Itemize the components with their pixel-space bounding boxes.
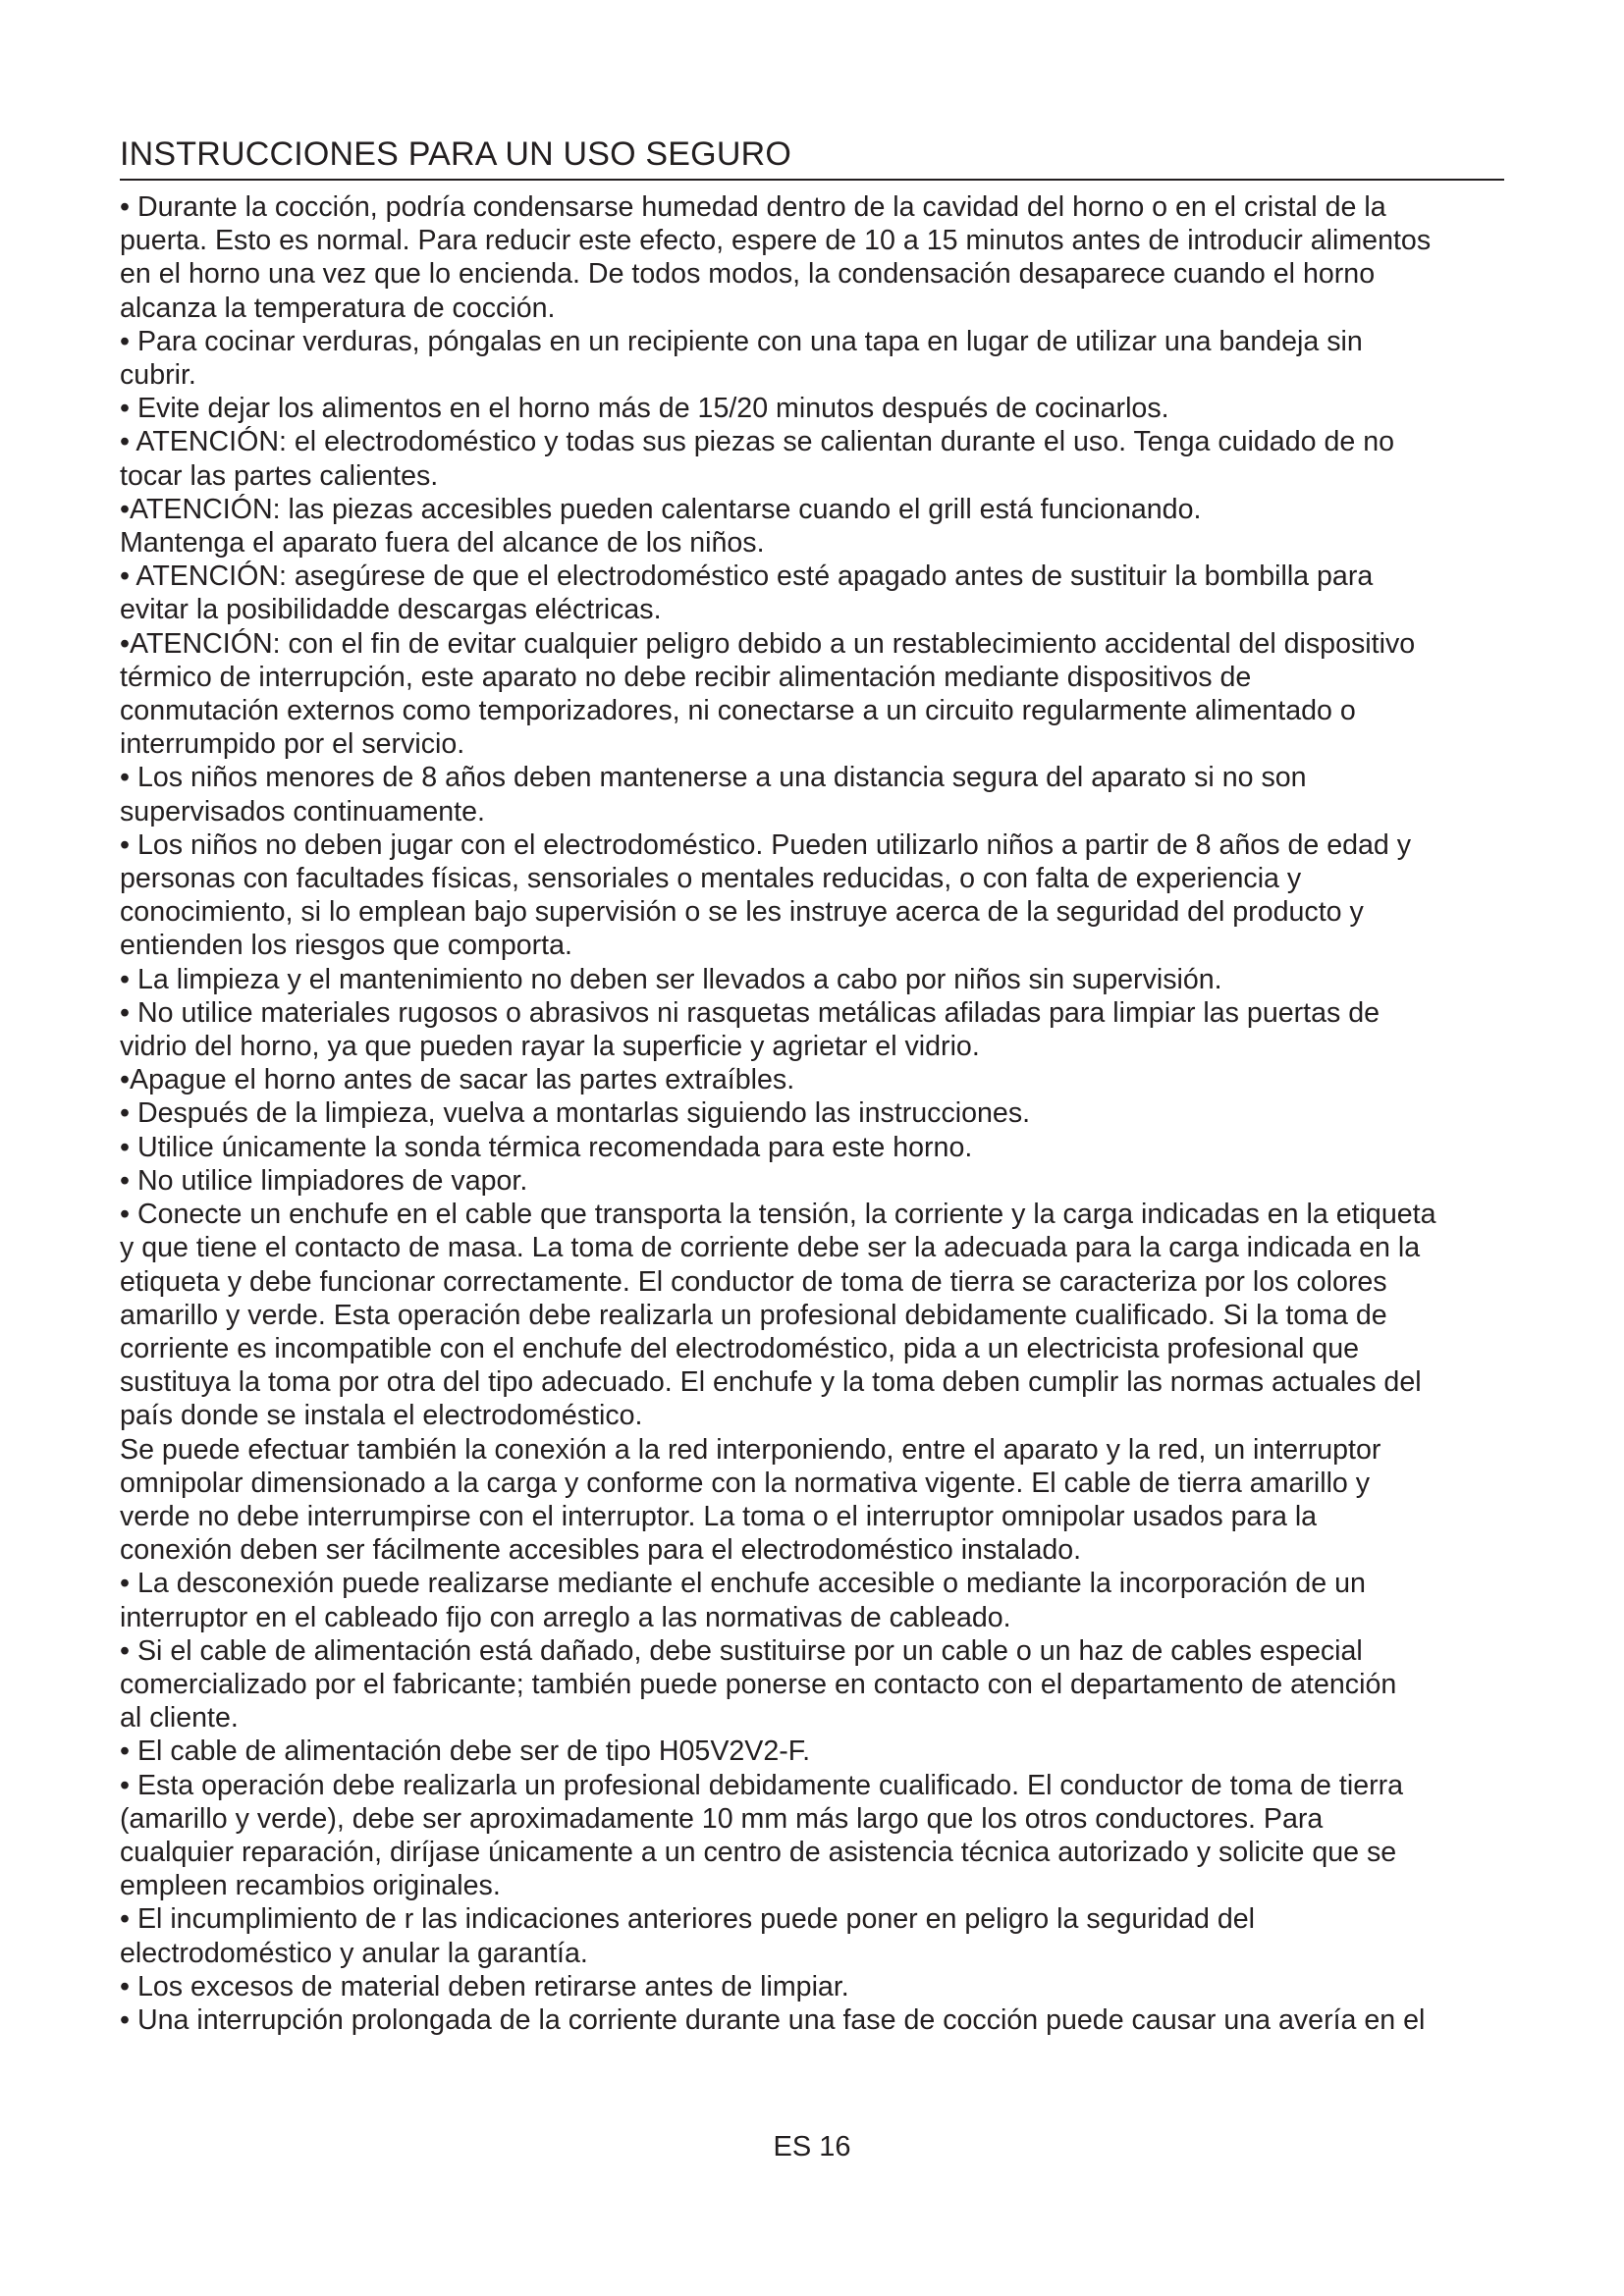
paragraph-warning-grill: •ATENCIÓN: las piezas accesibles pueden calentarse cuando el grill está funcionando. Mantenga el aparato fuera del alcance de los niños. [120,493,1202,560]
paragraph-condensation: • Durante la cocción, podría condensarse humedad dentro de la cavidad del horno o en el cristal de la puerta. Esto es normal. Para reducir este efecto, espere de 10 a 15 minutos antes de introducir alimentos en el horno una vez que lo encienda. De todos modos, la condensación desaparece cuando el horno alcanza la temperatura de cocción. [120,191,1432,324]
paragraph-disconnection: • La desconexión puede realizarse mediante el enchufe accesible o mediante la incorporación de un interruptor en el cableado fijo con arreglo a las normativas de cableado. [120,1568,1366,1633]
paragraph-vegetables: • Para cocinar verduras, póngalas en un recipiente con una tapa en lugar de utilizar una bandeja sin cubrir. [120,325,1363,392]
paragraph-cable-type: • El cable de alimentación debe ser de tipo H05V2V2-F. [120,1735,811,1768]
paragraph-warning-thermal-device: •ATENCIÓN: con el fin de evitar cualquier peligro debido a un restablecimiento accidental del dispositivo térmico de interrupción, este aparato no debe recibir alimentación mediante dispositivos de conmutación externos como temporizadores, ni conectarse a un circuito regularmente alimentado o interrumpido por el servicio. [120,627,1416,761]
paragraph-warning-hot-parts: • ATENCIÓN: el electrodoméstico y todas sus piezas se calientan durante el uso. Tenga cuidado de no tocar las partes calientes. [120,426,1394,492]
paragraph-warning-bulb: • ATENCIÓN: asegúrese de que el electrodoméstico esté apagado antes de sustituir la bombilla para evitar la posibilidadde descargas eléctricas. [120,561,1374,626]
paragraph-leftover-food: • Evite dejar los alimentos en el horno más de 15/20 minutos después de cocinarlos. [120,393,1169,425]
paragraph-omnipolar-switch: Se puede efectuar también la conexión a la red interponiendo, entre el aparato y la red, un interruptor omnipolar dimensionado a la carga y conforme con la normativa vigente. El cable de tierra amarillo y verde no debe interrumpirse con el interruptor. La toma o el interruptor omnipolar usados para la conexión deben ser fácilmente accesibles para el electrodoméstico instalado. [120,1433,1381,1567]
paragraph-children-distance: • Los niños menores de 8 años deben mantenerse a una distancia segura del aparato si no son supervisados continuamente. [120,762,1307,828]
page-title: INSTRUCCIONES PARA UN USO SEGURO [120,133,1504,181]
paragraph-excess-material: • Los excesos de material deben retirarse antes de limpiar. [120,1970,849,2002]
paragraph-damaged-cable: • Si el cable de alimentación está dañado, debe sustituirse por un cable o un haz de cables especial comercializado por el fabricante; también puede ponerse en contacto con el departamento de atención al cliente. [120,1634,1397,1735]
page-number: ES 16 [773,2131,851,2163]
paragraph-power-interruption: • Una interrupción prolongada de la corriente durante una fase de cocción puede causar una avería en el [120,2003,1426,2036]
paragraph-removable-parts: •Apague el horno antes de sacar las partes extraíbles. [120,1064,795,1096]
paragraph-warranty: • El incumplimiento de r las indicaciones anteriores puede poner en peligro la seguridad del electrodoméstico y anular la garantía. [120,1903,1256,1969]
paragraph-cleaning-supervision: • La limpieza y el mantenimiento no deben ser llevados a cabo por niños sin supervisión. [120,963,1222,995]
instructions-body [120,190,1543,2037]
paragraph-steam-cleaners: • No utilice limpiadores de vapor. [120,1164,528,1197]
paragraph-children-use: • Los niños no deben jugar con el electrodoméstico. Pueden utilizarlo niños a partir de 8 años de edad y personas con facultades físicas, sensoriales o mentales reducidas, o con falta de experiencia y conocimiento, si lo emplean bajo supervisión o se les instruye acerca de la seguridad del producto y entienden los riesgos que comporta. [120,828,1412,962]
paragraph-plug-connection: • Conecte un enchufe en el cable que transporta la tensión, la corriente y la carga indicadas en la etiqueta y que tiene el contacto de masa. La toma de corriente debe ser la adecuada para la carga indicada en la etiqueta y debe funcionar correctamente. El conductor de toma de tierra se caracteriza por los colores amarillo y verde. Esta operación debe realizarla un profesional debidamente cualificado. Si la toma de corriente es incompatible con el enchufe del electrodoméstico, pida a un electricista profesional que sustituya la toma por otra del tipo adecuado. El enchufe y la toma deben cumplir las normas actuales del país donde se instala el electrodoméstico. [120,1199,1436,1432]
paragraph-abrasive-materials: • No utilice materiales rugosos o abrasivos ni rasquetas metálicas afiladas para limpiar las puertas de vidrio del horno, ya que pueden rayar la superficie y agrietar el vidrio. [120,996,1380,1063]
paragraph-reassembly: • Después de la limpieza, vuelva a montarlas siguiendo las instrucciones. [120,1097,1031,1130]
paragraph-thermal-probe: • Utilice únicamente la sonda térmica recomendada para este horno. [120,1131,973,1163]
paragraph-qualified-professional: • Esta operación debe realizarla un profesional debidamente cualificado. El conductor de toma de tierra (amarillo y verde), debe ser aproximadamente 10 mm más largo que los otros conductores. Para cualquier reparación, diríjase únicamente a un centro de asistencia técnica autorizado y solicite que se empleen recambios originales. [120,1769,1404,1902]
